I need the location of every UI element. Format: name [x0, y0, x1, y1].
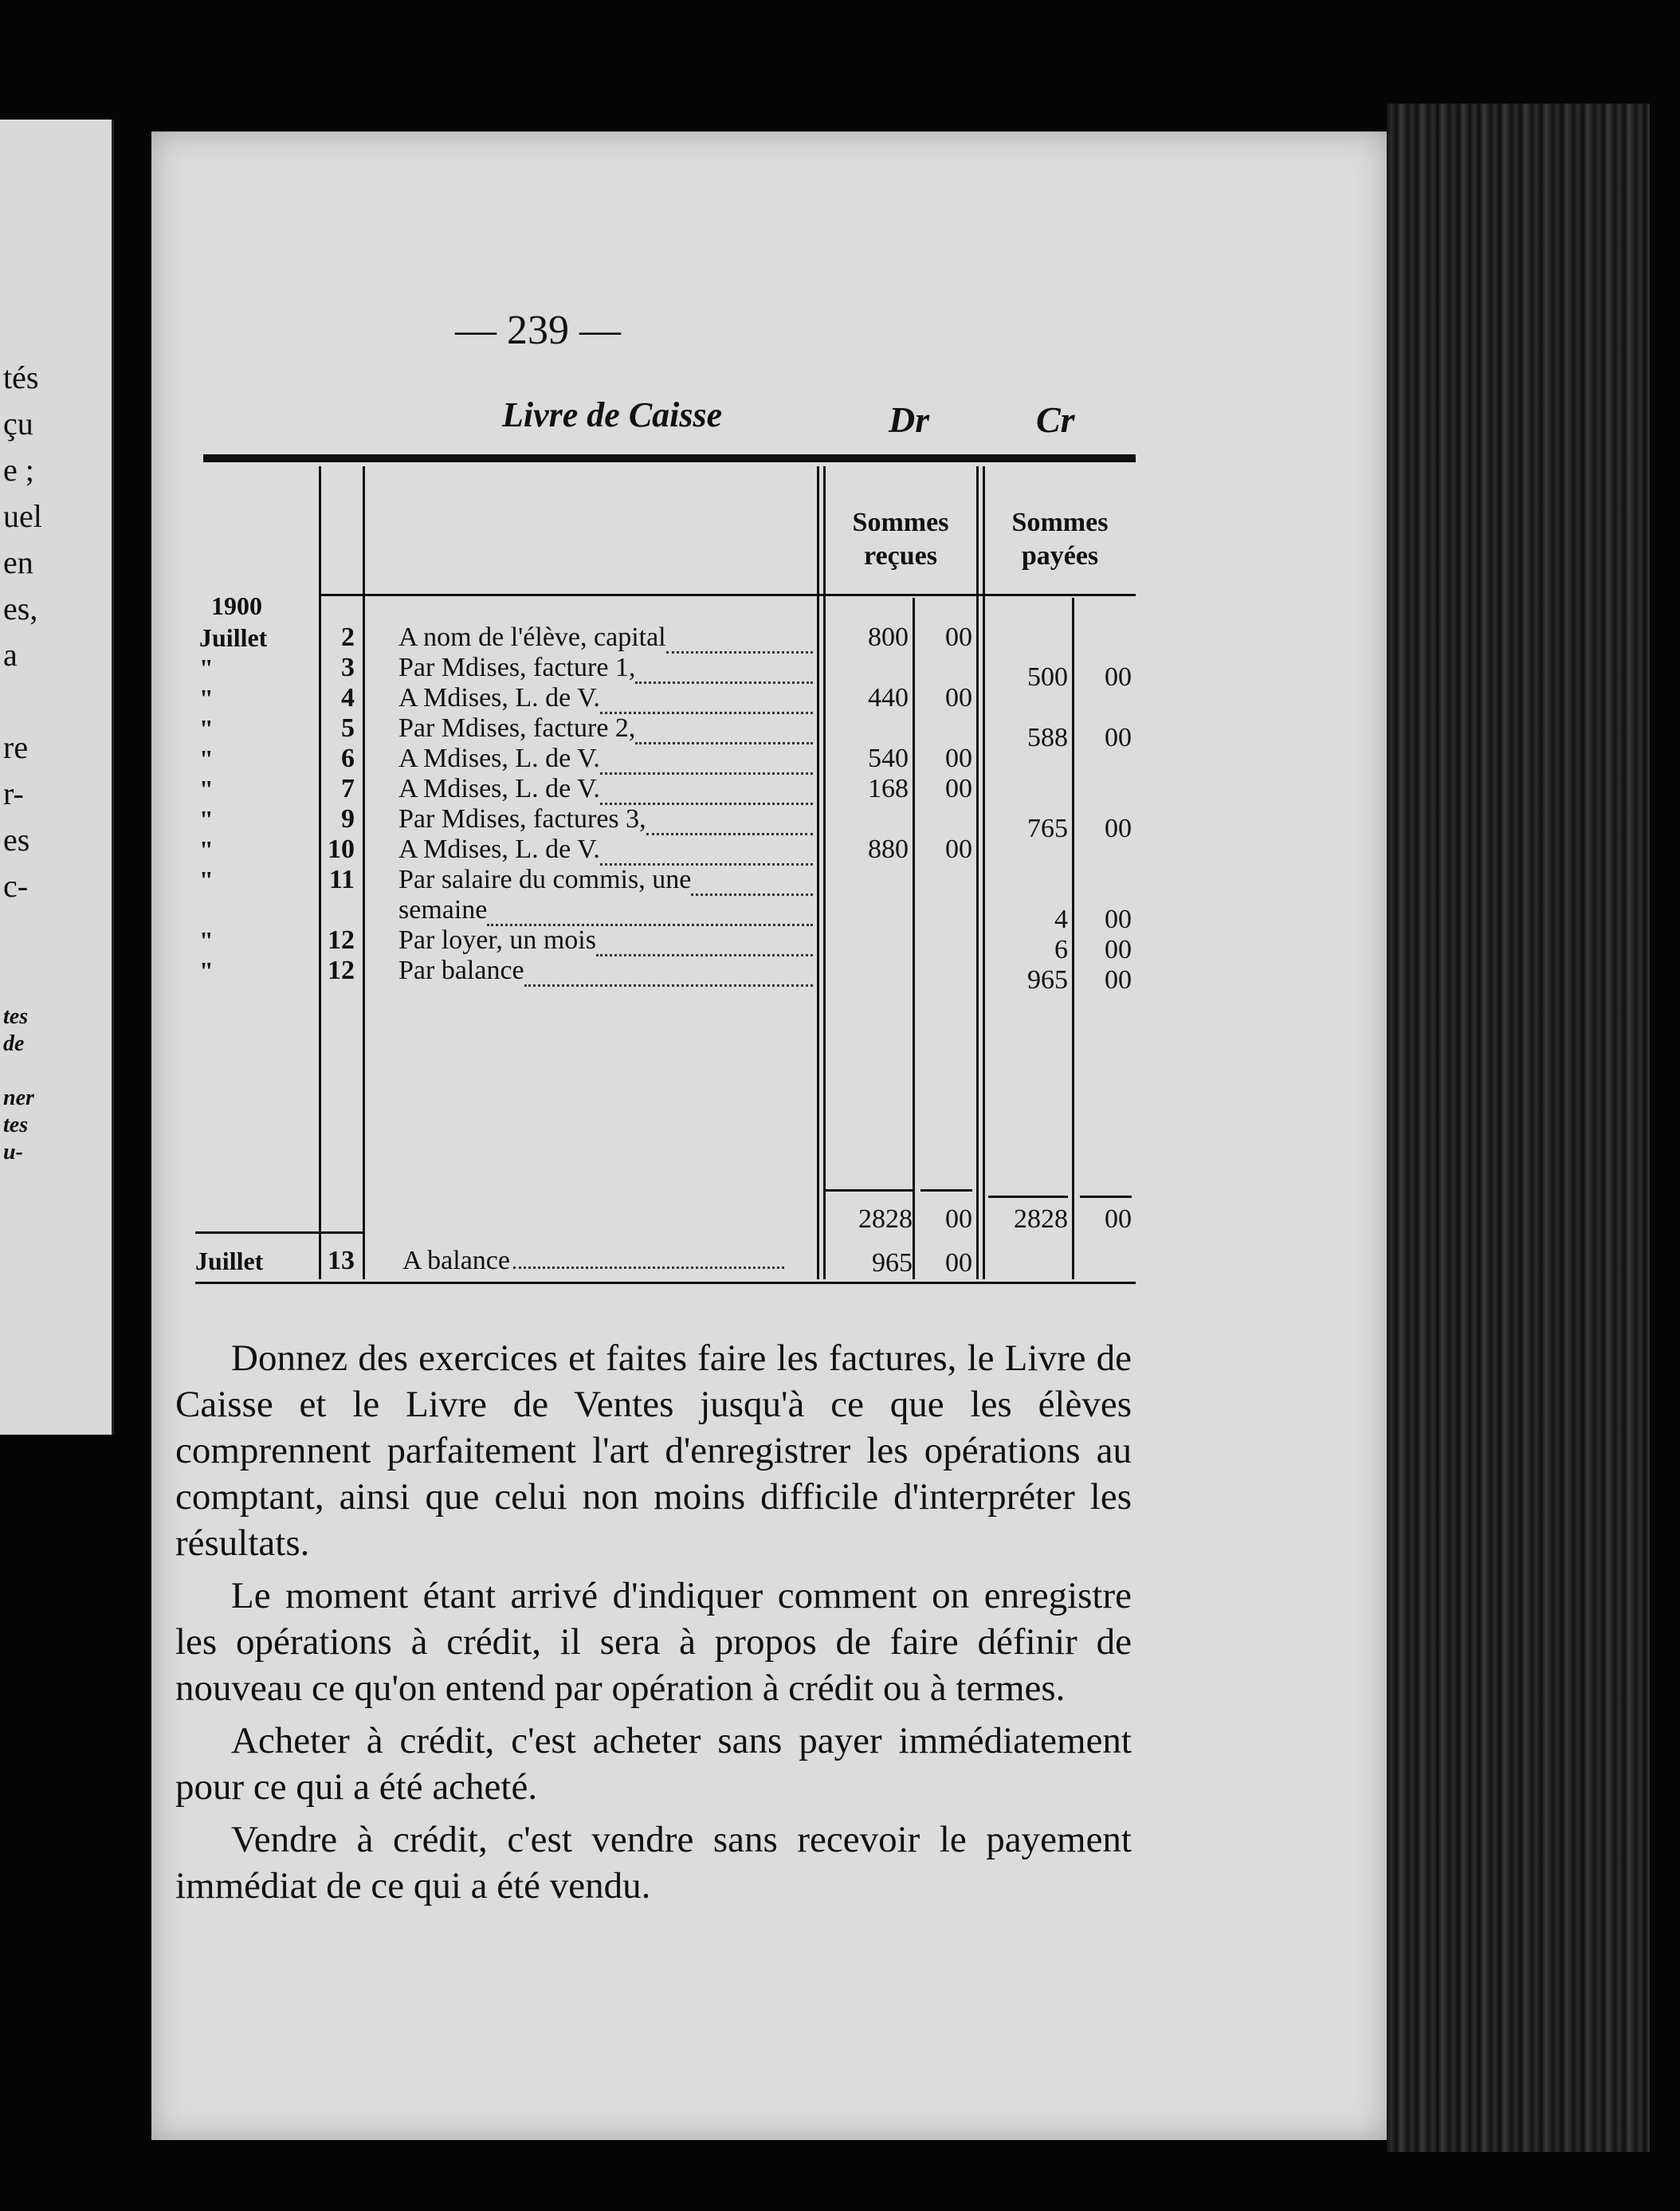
cash-ledger-table — [195, 454, 1136, 1299]
left-page-line: a — [3, 637, 18, 673]
row-month: " — [199, 866, 214, 894]
leader-dots — [666, 622, 813, 654]
row-description-text: Par Mdises, facture 1, — [398, 653, 636, 682]
left-page-line: en — [3, 544, 33, 580]
row-received: 800 — [868, 622, 909, 652]
total-rule — [825, 1189, 913, 1192]
row-month: " — [199, 714, 214, 743]
closing-day: 13 — [328, 1246, 355, 1275]
row-description — [398, 652, 813, 684]
left-page-line: r- — [3, 776, 24, 811]
book-edge — [1387, 104, 1650, 2152]
body-text — [175, 1335, 1132, 1915]
row-day: 12 — [328, 925, 355, 955]
row-received: 168 — [868, 774, 909, 803]
row-paid-cents: 00 — [1105, 662, 1132, 692]
left-page-small-line: u- — [3, 1140, 23, 1164]
closing-received-cents: 00 — [945, 1248, 972, 1278]
left-page-line: es, — [3, 591, 38, 626]
row-description-text: Par salaire du commis, une — [398, 865, 692, 894]
page-number: — 239 — — [455, 308, 621, 353]
row-description — [398, 925, 813, 956]
row-description-text: Par balance — [398, 956, 524, 985]
total-paid: 2828 — [1014, 1204, 1068, 1234]
left-page-line: çu — [3, 406, 33, 442]
row-description — [398, 773, 813, 805]
ledger-col-line — [976, 466, 979, 1279]
row-description — [398, 713, 813, 744]
leader-dots — [596, 925, 813, 956]
row-description-text: Par loyer, un mois — [398, 925, 596, 955]
row-description-text: Par Mdises, factures 3, — [398, 804, 646, 834]
row-description — [398, 955, 813, 987]
leader-dots — [487, 894, 813, 926]
row-day: 3 — [341, 653, 355, 682]
ledger-col-line — [913, 598, 915, 1279]
row-paid: 6 — [1054, 935, 1068, 964]
paragraph-1: Donnez des exercices et faites faire les factures, le Livre de Caisse et le Livre de Ventes jusqu'à ce que les élèves comprennent parfaitement l'art d'enregistrer les opérations au comptant, ainsi que celui non moins difficile d'interpréter les résultats. — [175, 1337, 1132, 1564]
row-paid: 500 — [1027, 662, 1068, 692]
total-received: 2828 — [858, 1204, 913, 1234]
row-description-text: semaine — [398, 895, 488, 925]
row-description-text: A Mdises, L. de V. — [398, 835, 600, 864]
row-paid: 4 — [1054, 905, 1068, 934]
row-description-text: A Mdises, L. de V. — [398, 683, 600, 713]
col-received-header: Sommes reçues — [852, 508, 949, 571]
row-paid-cents: 00 — [1105, 965, 1132, 995]
left-page-line: tés — [3, 359, 39, 395]
left-page-small-line: ner — [3, 1086, 34, 1110]
ledger-bottom-rule — [195, 1282, 1136, 1284]
row-description — [398, 682, 813, 714]
row-day: 10 — [328, 835, 355, 864]
leader-dots — [524, 955, 813, 987]
left-page-line: uel — [3, 498, 42, 534]
row-description — [398, 834, 813, 866]
row-description-text: Par Mdises, facture 2, — [398, 713, 636, 743]
left-page-small-line: tes — [3, 1004, 29, 1029]
total-received-cents: 00 — [945, 1204, 972, 1234]
closing-month: Juillet — [195, 1247, 264, 1275]
left-page-line: es — [3, 822, 30, 858]
leader-dots — [635, 713, 813, 744]
total-rule — [988, 1196, 1068, 1198]
row-paid-cents: 00 — [1105, 935, 1132, 964]
row-description — [398, 743, 813, 775]
row-received-cents: 00 — [945, 683, 972, 713]
left-page-line: e ; — [3, 452, 34, 488]
row-month: " — [199, 744, 214, 773]
leader-dots — [600, 743, 813, 775]
row-paid-cents: 00 — [1105, 814, 1132, 843]
row-day: 9 — [341, 804, 355, 834]
row-received-cents: 00 — [945, 744, 972, 773]
row-paid: 765 — [1027, 814, 1068, 843]
closing-rule — [195, 1231, 363, 1234]
debit-label: Dr — [889, 399, 930, 440]
total-rule — [920, 1189, 972, 1192]
total-paid-cents: 00 — [1105, 1204, 1132, 1234]
book-page — [151, 132, 1387, 2140]
row-received-cents: 00 — [945, 835, 972, 864]
leader-dots — [646, 803, 813, 835]
ledger-col-line — [823, 466, 826, 1279]
ledger-header-rule — [319, 594, 1136, 596]
left-page-line: re — [3, 729, 29, 765]
row-description — [398, 803, 813, 835]
credit-label: Cr — [1036, 399, 1075, 440]
row-month: " — [199, 805, 214, 834]
row-month: " — [199, 775, 214, 803]
row-description — [398, 864, 813, 896]
row-day: 11 — [328, 865, 355, 894]
leader-dots — [600, 682, 813, 714]
row-paid-cents: 00 — [1105, 723, 1132, 752]
closing-received: 965 — [872, 1248, 913, 1278]
leader-dots — [635, 652, 813, 684]
ledger-col-line — [817, 466, 819, 1279]
row-received-cents: 00 — [945, 622, 972, 652]
row-month: " — [199, 926, 214, 955]
row-description-text: A Mdises, L. de V. — [398, 744, 600, 773]
leader-dots — [600, 834, 813, 866]
left-page-small-line: tes — [3, 1113, 29, 1137]
row-description — [398, 622, 813, 654]
leader-dots — [600, 773, 813, 805]
ledger-col-line — [363, 466, 365, 1279]
closing-desc: A balance — [402, 1245, 801, 1277]
leader-dots — [691, 864, 813, 896]
row-day: 2 — [341, 622, 355, 652]
row-day: 6 — [341, 744, 355, 773]
row-description-text: A nom de l'élève, capital — [398, 622, 666, 652]
row-paid: 965 — [1027, 965, 1068, 995]
row-description — [398, 894, 813, 926]
row-day: 4 — [341, 683, 355, 713]
row-paid-cents: 00 — [1105, 905, 1132, 934]
ledger-top-rule — [203, 454, 1136, 462]
total-rule — [1080, 1196, 1132, 1198]
row-paid: 588 — [1027, 723, 1068, 752]
row-received-cents: 00 — [945, 774, 972, 803]
row-day: 5 — [341, 713, 355, 743]
left-page-small-line: de — [3, 1031, 25, 1056]
row-month: Juillet — [199, 623, 268, 652]
row-day: 12 — [328, 956, 355, 985]
row-received: 440 — [868, 683, 909, 713]
paragraph-2: Le moment étant arrivé d'indiquer comment on enregistre les opérations à crédit, il sera à propos de faire définir de nouveau ce qu'on entend par opération à crédit ou à termes. — [175, 1575, 1132, 1709]
paragraph-4: Vendre à crédit, c'est vendre sans recevoir le payement immédiat de ce qui a été vendu. — [175, 1819, 1132, 1907]
col-paid-header: Sommes payées — [1011, 508, 1109, 571]
row-month: " — [199, 684, 214, 713]
left-page-line: c- — [3, 868, 29, 904]
row-received: 540 — [868, 744, 909, 773]
row-month: " — [199, 835, 214, 864]
ledger-col-line — [983, 466, 985, 1279]
ledger-title: Livre de Caisse — [502, 395, 723, 434]
paragraph-3: Acheter à crédit, c'est acheter sans payer immédiatement pour ce qui a été acheté. — [175, 1720, 1132, 1808]
row-month: " — [199, 654, 214, 682]
row-day: 7 — [341, 774, 355, 803]
row-description-text: A Mdises, L. de V. — [398, 774, 600, 803]
ledger-year: 1900 — [211, 591, 262, 620]
row-received: 880 — [868, 835, 909, 864]
row-month: " — [199, 956, 214, 985]
